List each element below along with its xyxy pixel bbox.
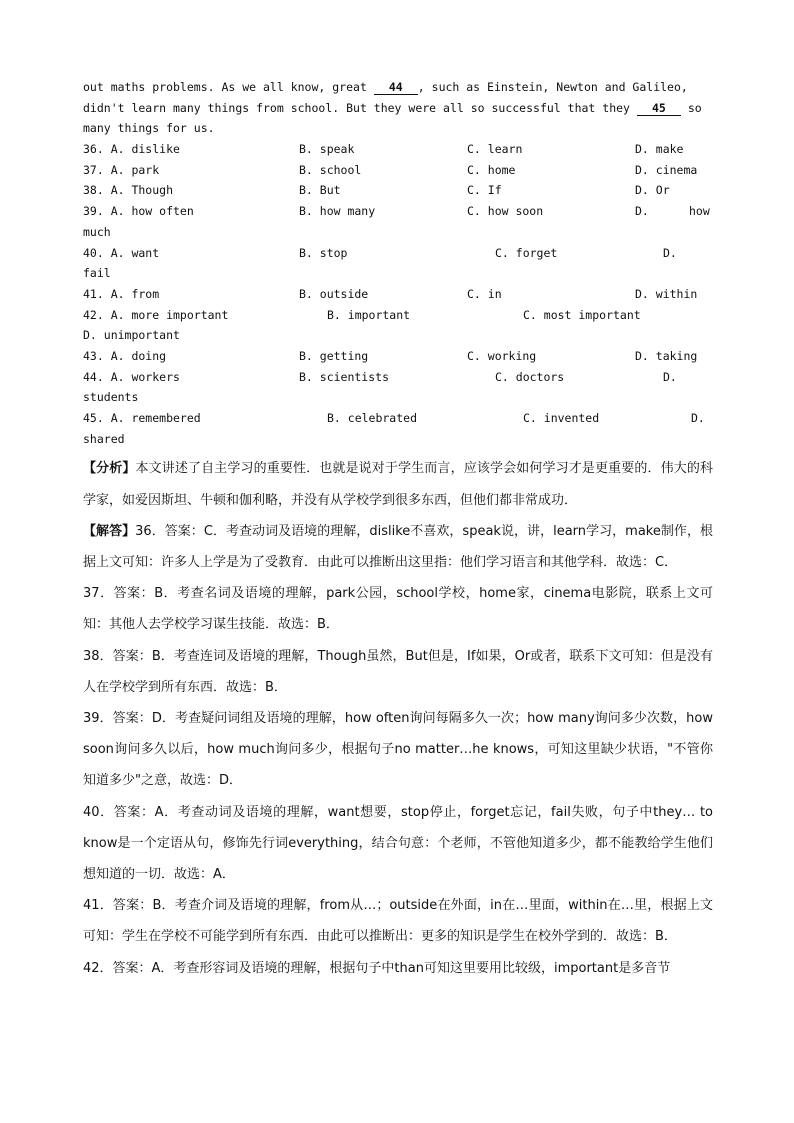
- question-44: 44. A. workers B. scientists C. doctors D.: [83, 369, 677, 384]
- question-39-wrap: much: [83, 224, 111, 239]
- solution-36: 【解答】36．答案：C．考查动词及语境的理解，dislike不喜欢，speak说，讲，learn学习，make制作，根据上文可知：许多人上学是为了受教育．由此可以推断出这里指：他们学习语言和其他学科．故选：C．: [83, 523, 713, 571]
- solution-39: 39．答案：D．考查疑问词组及语境的理解，how often询问每隔多久一次；how many询问多少次数，how soon询问多久以后，how much询问多少，根据句子no matter…he knows，可知这里缺少状语，"不管你知道多少"之意，故选：D．: [83, 711, 713, 789]
- solution-38: 38．答案：B．考查连词及语境的理解，Though虽然，But但是，If如果，Or或者，联系下文可知：但是没有人在学校学到所有东西．故选：B．: [83, 648, 713, 695]
- question-39: 39. A. how often B. how many C. how soon D. how: [83, 204, 710, 219]
- passage-line: didn't learn many things from school. But they were all so successful that they 45 so: [83, 100, 702, 115]
- solution-40: 40．答案：A．考查动词及语境的理解，want想要，stop停止，forget忘记，fail失败，句子中they… to know是一个定语从句，修饰先行词everything，结合句意：个老师，不管他知道多少，都不能教给学生他们想知道的一切．故选：A．: [83, 804, 713, 883]
- question-45-wrap: shared: [83, 431, 125, 446]
- question-36: 36. A. dislike B. speak C. learn D. make: [83, 142, 684, 157]
- solution-37: 37．答案：B．考查名词及语境的理解，park公园，school学校，home家，cinema电影院，联系上文可知：其他人去学校学习谋生技能．故选：B．: [83, 586, 713, 633]
- analysis-paragraph: 【分析】本文讲述了自主学习的重要性．也就是说对于学生而言，应该学会如何学习才是更重要的．伟大的科学家，如爱因斯坦、牛顿和伽利略，并没有从学校学到很多东西，但他们都非常成功．: [83, 461, 713, 508]
- solution-label: 【解答】: [83, 523, 136, 539]
- question-40-wrap: fail: [83, 266, 111, 281]
- question-43: 43. A. doing B. getting C. working D. taking: [83, 348, 698, 363]
- question-38: 38. A. Though B. But C. If D. Or: [83, 183, 670, 198]
- solution-41: 41．答案：B．考查介词及语境的理解，from从…；outside在外面，in在…里面，within在…里，根据上文可知：学生在学校不可能学到所有东西．由此可以推断出：更多的知识是学生在校外学到的．故选：B．: [83, 898, 713, 945]
- document-page: [83, 77, 713, 984]
- question-37: 37. A. park B. school C. home D. cinema: [83, 162, 698, 177]
- question-42-wrap: D. unimportant: [83, 328, 180, 343]
- solution-42: 42．答案：A．考查形容词及语境的理解，根据句子中than可知这里要用比较级，important是多音节: [83, 960, 671, 976]
- passage: [83, 77, 713, 139]
- blank-44: 44: [374, 80, 418, 95]
- question-list: [83, 139, 713, 449]
- passage-line: many things for us.: [83, 121, 215, 136]
- analysis-label: 【分析】: [83, 461, 136, 477]
- answer-explanation: [83, 453, 713, 983]
- question-45: 45. A. remembered B. celebrated C. invented D.: [83, 411, 705, 426]
- passage-line: out maths problems. As we all know, great 44 , such as Einstein, Newton and Galileo,: [83, 80, 688, 94]
- blank-45: 45: [637, 101, 681, 116]
- question-40: 40. A. want B. stop C. forget D.: [83, 245, 677, 260]
- question-44-wrap: students: [83, 390, 139, 405]
- question-42: 42. A. more important B. important C. most important: [83, 307, 641, 322]
- question-41: 41. A. from B. outside C. in D. within: [83, 286, 698, 301]
